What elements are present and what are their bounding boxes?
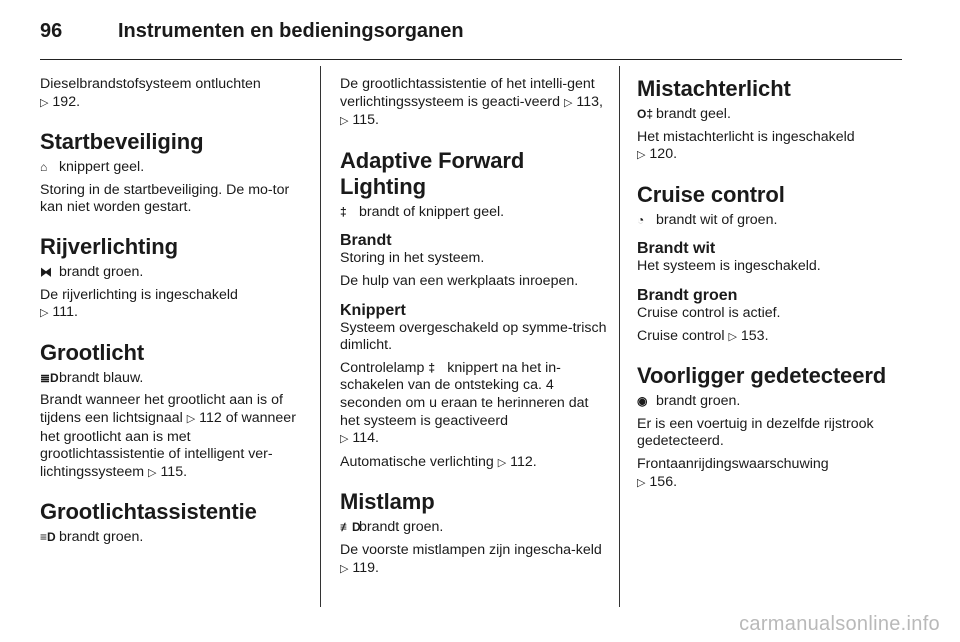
xref-icon: ▷ bbox=[497, 456, 507, 469]
section-heading: Grootlichtassistentie bbox=[40, 499, 257, 525]
xref-icon: ▷ bbox=[728, 330, 737, 343]
high-beam-assist-icon: ≡D bbox=[40, 530, 56, 545]
paragraph: Cruise control is actief. bbox=[637, 304, 781, 321]
paragraph: Cruise control ▷ 153. bbox=[637, 327, 769, 344]
page-ref[interactable]: 156. bbox=[649, 473, 678, 490]
paragraph: Systeem overgeschakeld op symme-trisch dimlicht. bbox=[340, 319, 607, 354]
paragraph: ≡D brandt groen. bbox=[40, 529, 144, 546]
paragraph: ◔ brandt wit of groen. bbox=[637, 211, 778, 228]
vehicle-ahead-icon: ◉ bbox=[637, 394, 648, 409]
paragraph: Automatische verlichting ▷ 112. bbox=[340, 453, 537, 470]
xref-icon: ▷ bbox=[637, 476, 646, 489]
section-heading: Mistachterlicht bbox=[637, 76, 791, 101]
page-ref[interactable]: 119. bbox=[352, 559, 379, 576]
xref-icon: ▷ bbox=[637, 149, 646, 162]
paragraph: ≢D brandt groen. bbox=[340, 519, 444, 536]
xref-icon: ▷ bbox=[40, 307, 49, 320]
subheading: Knippert bbox=[340, 301, 406, 319]
front-fog-icon: ≢D bbox=[340, 520, 361, 535]
paragraph: Storing in de startbeveiliging. De mo-tor kan niet worden gestart. bbox=[40, 181, 290, 216]
page-header bbox=[40, 18, 902, 60]
xref-icon: ▷ bbox=[340, 115, 349, 128]
page-ref[interactable]: 192. bbox=[52, 93, 81, 110]
section-heading: Cruise control bbox=[637, 181, 785, 207]
paragraph: ⧓ brandt groen. bbox=[40, 263, 144, 280]
section-heading: Voorligger gedetecteerd bbox=[637, 363, 887, 389]
section-heading: Adaptive Forward Lighting bbox=[340, 147, 525, 199]
paragraph: ‡ brandt of knippert geel. bbox=[340, 203, 505, 220]
paragraph: O‡ brandt geel. bbox=[637, 106, 731, 122]
section-heading: Startbeveiliging bbox=[40, 129, 204, 155]
section-heading: Grootlicht bbox=[40, 339, 145, 365]
page-ref[interactable]: 112 of bbox=[199, 409, 238, 426]
page-title: Instrumenten en bedieningsorganen bbox=[118, 20, 464, 42]
subheading: Brandt groen bbox=[637, 286, 738, 304]
subheading: Brandt bbox=[340, 232, 392, 250]
page-ref[interactable]: 120. bbox=[649, 146, 678, 163]
paragraph: Storing in het systeem. bbox=[340, 250, 485, 267]
xref-icon: ▷ bbox=[186, 412, 196, 425]
afl-icon: ‡ bbox=[428, 360, 436, 375]
paragraph: Het systeem is ingeschakeld. bbox=[637, 258, 821, 275]
cruise-control-icon: ◔ bbox=[637, 212, 645, 227]
paragraph: De grootlichtassistentie of het intelli-gent verlichtingssysteem is geacti-veerd ▷ 113, ▷ 115. bbox=[340, 76, 603, 129]
column-middle bbox=[340, 76, 608, 583]
paragraph: Controlelamp ‡ knippert na het in-schakelen van de ontsteking ca. 4 seconden om u eraan te herinneren dat het systeem is geactiveerd ▷ 114. bbox=[340, 359, 589, 447]
page-number: 96 bbox=[40, 20, 63, 42]
page-ref[interactable]: 115. bbox=[352, 112, 379, 129]
paragraph: ◉ brandt groen. bbox=[637, 393, 741, 410]
xref-icon: ▷ bbox=[340, 562, 349, 575]
page-ref[interactable]: 115. bbox=[160, 463, 188, 480]
afl-icon: ‡ bbox=[340, 204, 347, 219]
column-left bbox=[40, 76, 308, 552]
column-right bbox=[637, 76, 909, 497]
page-ref[interactable]: 111. bbox=[52, 304, 78, 321]
immobilizer-icon: ⌂ bbox=[40, 160, 48, 175]
paragraph: De voorste mistlampen zijn ingescha-keld ▷ 119. bbox=[340, 541, 602, 576]
paragraph: Het mistachterlicht is ingeschakeld ▷ 120. bbox=[637, 128, 855, 163]
section-heading: Mistlamp bbox=[340, 489, 435, 515]
xref-icon: ▷ bbox=[40, 96, 49, 109]
page-ref[interactable]: 112. bbox=[510, 453, 537, 470]
xref-icon: ▷ bbox=[340, 433, 349, 446]
high-beam-icon: ≣D bbox=[40, 370, 59, 385]
paragraph: Frontaanrijdingswaarschuwing ▷ 156. bbox=[637, 455, 829, 490]
paragraph: Dieselbrandstofsysteem ontluchten ▷ 192. bbox=[40, 76, 261, 110]
watermark: carmanualsonline.info bbox=[739, 613, 940, 635]
page-ref[interactable]: 153. bbox=[740, 327, 769, 344]
subheading: Brandt wit bbox=[637, 240, 716, 258]
column-divider bbox=[619, 66, 620, 607]
paragraph: Er is een voertuig in dezelfde rijstrook gedetecteerd. bbox=[637, 415, 874, 450]
paragraph: Brandt wanneer het grootlicht aan is of tijdens een lichtsignaal ▷ 112 of wanneer het grootlicht aan is met grootlichtassistentie of intelligent ver-lichtingssysteem ▷ 115. bbox=[40, 392, 296, 480]
paragraph: De hulp van een werkplaats inroepen. bbox=[340, 272, 579, 289]
paragraph: ⌂ knippert geel. bbox=[40, 159, 145, 176]
side-light-icon: ⧓ bbox=[40, 264, 52, 279]
section-heading: Rijverlichting bbox=[40, 233, 178, 259]
page-ref[interactable]: 114. bbox=[352, 430, 379, 447]
page-ref[interactable]: 113, bbox=[576, 93, 603, 110]
rear-fog-icon: O‡ bbox=[637, 107, 654, 121]
xref-icon: ▷ bbox=[148, 466, 157, 479]
paragraph: ≣D brandt blauw. bbox=[40, 369, 144, 386]
xref-icon: ▷ bbox=[563, 96, 573, 109]
column-divider bbox=[320, 66, 321, 607]
paragraph: De rijverlichting is ingeschakeld ▷ 111. bbox=[40, 286, 238, 321]
